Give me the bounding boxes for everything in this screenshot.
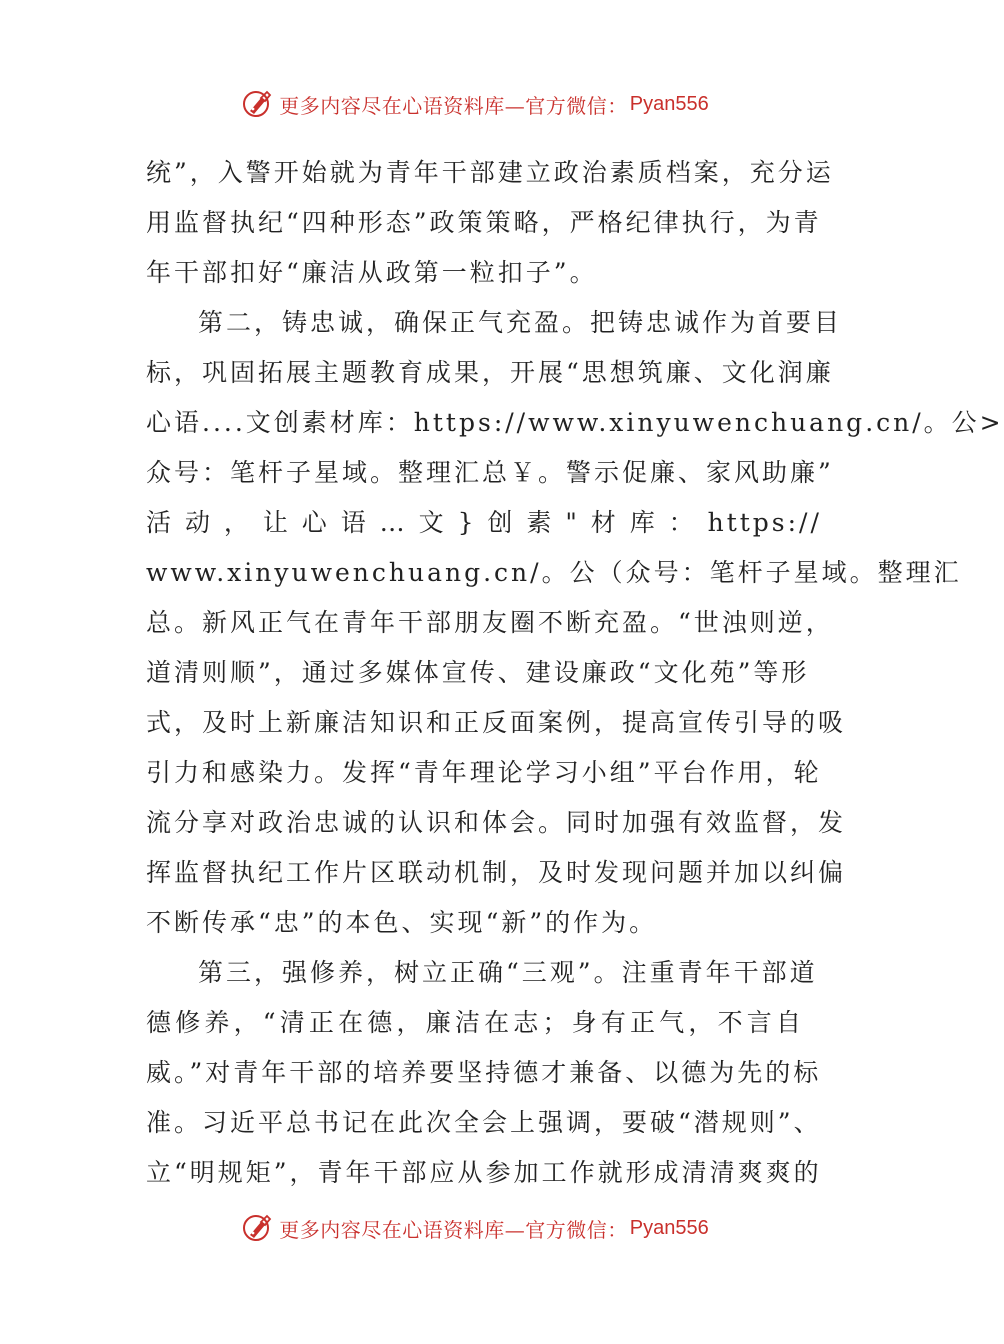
pen-nib-circle-icon	[241, 1211, 275, 1245]
banner-text: 更多内容尽在心语资料库—官方微信：	[279, 93, 628, 118]
text-line: 心语....文创素材库：https://www.xinyuwenchuang.cn/。公>	[146, 408, 1004, 437]
text-line: 立“明规矩”，青年干部应从参加工作就形成清清爽爽的	[146, 1158, 822, 1187]
paragraph-start-line: 第三，强修养，树立正确“三观”。注重青年干部道	[198, 958, 818, 987]
text-line: 标，巩固拓展主题教育成果，开展“思想筑廉、文化润廉	[146, 358, 834, 387]
text-line: 不断传承“忠”的本色、实现“新”的作为。	[146, 908, 658, 937]
pen-nib-circle-icon	[241, 87, 275, 121]
text-line: 统”，入警开始就为青年干部建立政治素质档案，充分运	[146, 158, 834, 187]
text-line: 挥监督执纪工作片区联动机制，及时发现问题并加以纠偏	[146, 858, 847, 887]
banner-text: 更多内容尽在心语资料库—官方微信：	[279, 1217, 628, 1242]
text-line: 流分享对政治忠诚的认识和体会。同时加强有效监督，发	[146, 808, 847, 837]
text-line: 总。新风正气在青年干部朋友圈不断充盈。“世浊则逆，	[146, 608, 834, 637]
text-line: 道清则顺”，通过多媒体宣传、建设廉政“文化苑”等形	[146, 658, 810, 687]
paragraph-start-line: 第二，铸忠诚，确保正气充盈。把铸忠诚作为首要目	[198, 308, 843, 337]
text-line: 威。”对青年干部的培养要坚持德才兼备、以德为先的标	[146, 1058, 822, 1087]
text-line: 活 动 ， 让 心 语 … 文 } 创 素 " 材 库 ： https://	[146, 508, 822, 537]
text-line: 众号：笔杆子星域。整理汇总￥。警示促廉、家风助廉”	[146, 458, 834, 487]
header-banner	[0, 84, 950, 124]
text-line: 年干部扣好“廉洁从政第一粒扣子”。	[146, 258, 598, 287]
text-line: 引力和感染力。发挥“青年理论学习小组”平台作用，轮	[146, 758, 822, 787]
document-body	[146, 148, 1004, 1198]
banner-wechat-handle: Pyan556	[629, 92, 709, 115]
text-line: www.xinyuwenchuang.cn/。公（众号：笔杆子星域。整理汇	[146, 558, 962, 587]
text-line: 准。习近平总书记在此次全会上强调，要破“潜规则”、	[146, 1108, 822, 1137]
text-line: 德修养，“清正在德，廉洁在志；身有正气，不言自	[146, 1008, 804, 1037]
footer-banner	[0, 1208, 950, 1248]
text-line: 式，及时上新廉洁知识和正反面案例，提高宣传引导的吸	[146, 708, 847, 737]
banner-wechat-handle: Pyan556	[629, 1216, 709, 1239]
text-line: 用监督执纪“四种形态”政策策略，严格纪律执行，为青	[146, 208, 822, 237]
